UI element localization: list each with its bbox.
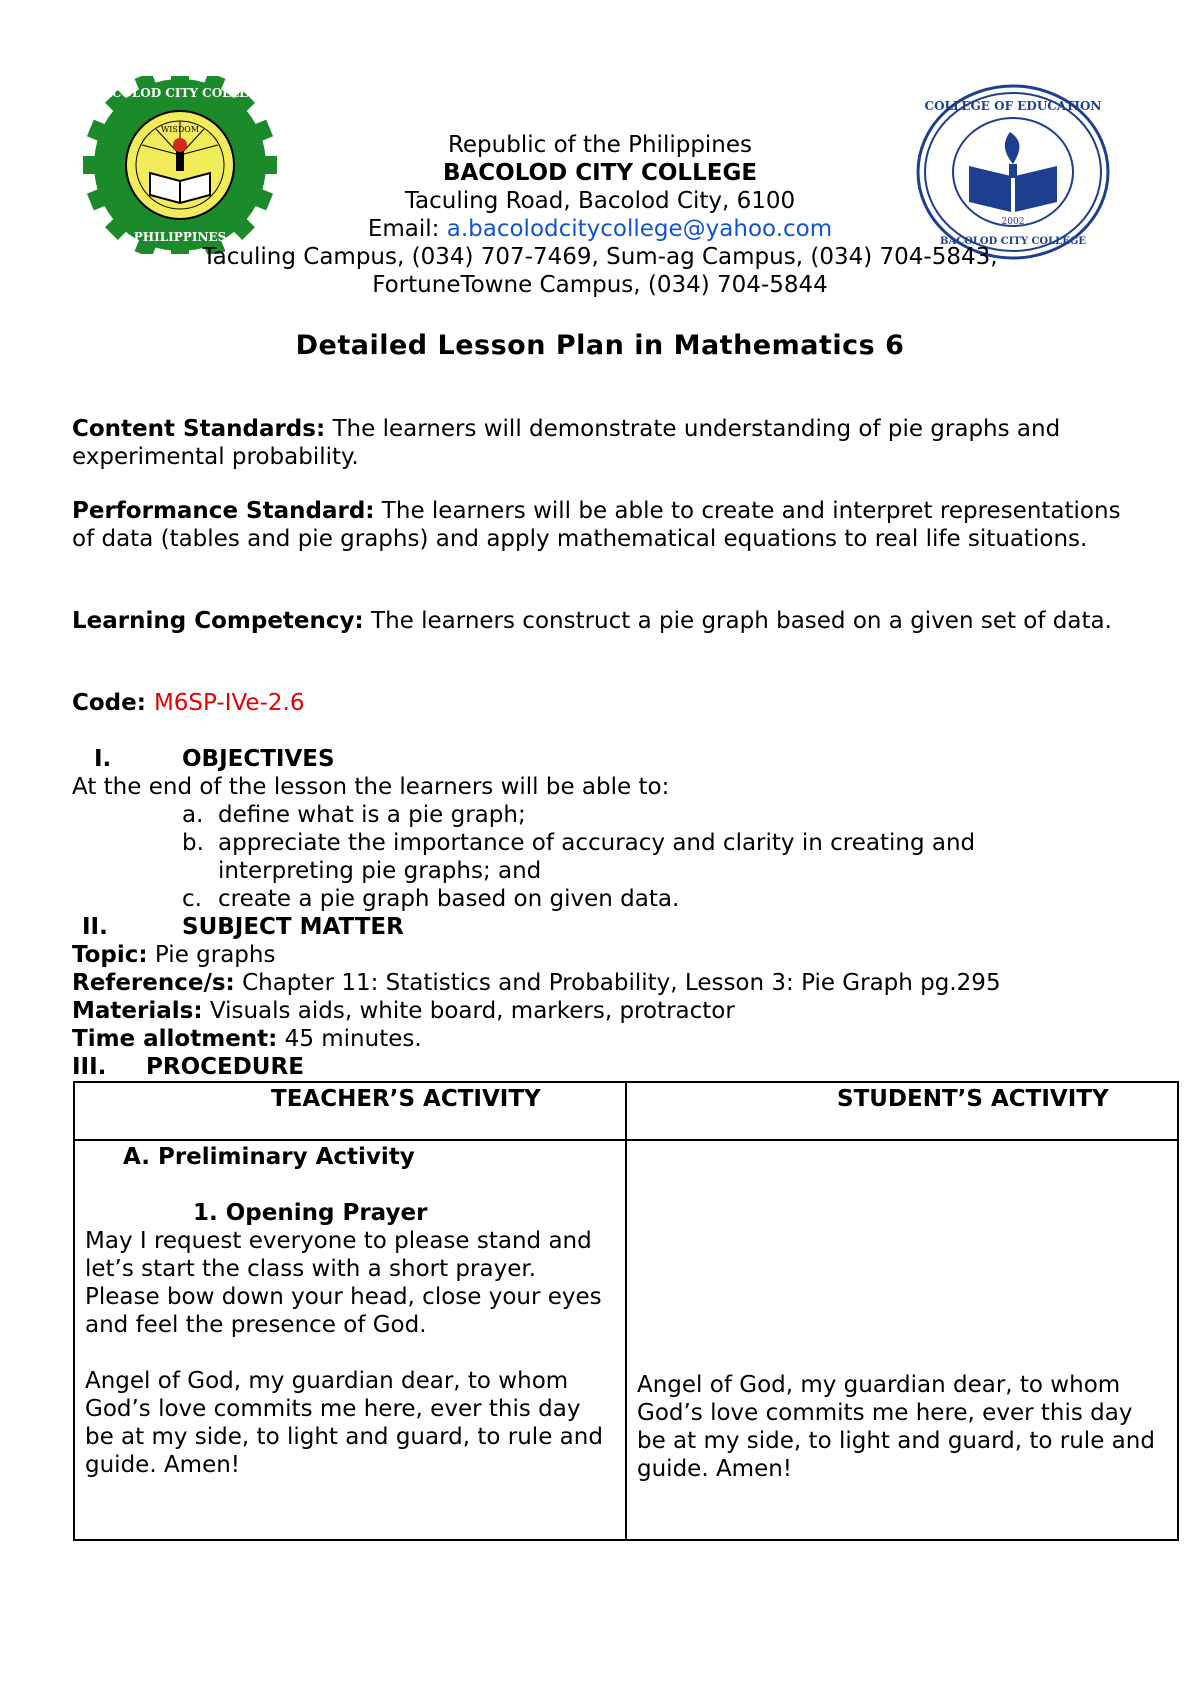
student-column-header: STUDENT’S ACTIVITY: [837, 1086, 1109, 1112]
time-allotment-line: [72, 1025, 1132, 1053]
code-line: [72, 689, 1132, 717]
procedure-table: [73, 1081, 1179, 1541]
table-row: [74, 1140, 1178, 1540]
objective-item-b: appreciate the importance of accuracy and clarity in creating and interpreting pie graphs; and: [218, 830, 976, 884]
subject-matter-heading: SUBJECT MATTER: [182, 914, 404, 940]
seal-left-motto: WISDOM: [160, 125, 200, 134]
seal-right-bottom-text: BACOLOD CITY COLLEGE: [940, 236, 1086, 247]
reference-value: Chapter 11: Statistics and Probability, Lesson 3: Pie Graph pg.295: [234, 970, 1001, 996]
subject-matter-numeral: II.: [82, 914, 108, 940]
performance-standard-label: Performance Standard:: [72, 498, 375, 524]
student-prayer-text: Angel of God, my guardian dear, to whom God’s love commits me here, ever this day be at my side, to light and guard, to rule and guide. Amen!: [637, 1372, 1155, 1482]
learning-competency-label: Learning Competency:: [72, 608, 364, 634]
table-header-row: [74, 1082, 1178, 1140]
procedure-numeral: III.: [72, 1054, 107, 1080]
content-standards-text: The learners will demonstrate understanding of pie graphs and experimental probability.: [72, 416, 1061, 470]
teacher-request-text: May I request everyone to please stand and let’s start the class with a short prayer. Please bow down your head, close your eyes and feel the presence of God.: [85, 1228, 602, 1338]
email-line: [0, 215, 1200, 243]
student-column-header-cell: [626, 1082, 1178, 1140]
preliminary-activity-heading: A. Preliminary Activity: [123, 1144, 415, 1170]
objective-item-c: create a pie graph based on given data.: [218, 886, 680, 912]
seal-right-year: 2002: [1001, 217, 1025, 227]
materials-label: Materials:: [72, 998, 203, 1024]
code-value: M6SP-IVe-2.6: [153, 690, 305, 716]
page-title: Detailed Lesson Plan in Mathematics 6: [295, 330, 905, 361]
teacher-prayer-text: Angel of God, my guardian dear, to whom God’s love commits me here, ever this day be at my side, to light and guard, to rule and guide. Amen!: [85, 1368, 603, 1478]
topic-label: Topic:: [72, 942, 148, 968]
campus-contacts-2: FortuneTowne Campus, (034) 704-5844: [372, 272, 828, 298]
topic-value: Pie graphs: [147, 942, 276, 968]
teacher-column-header-cell: [74, 1082, 626, 1140]
objective-marker-c: c.: [182, 886, 202, 912]
materials-line: [72, 997, 1132, 1025]
objectives-heading: OBJECTIVES: [182, 746, 335, 772]
seal-left-bottom-text: PHILIPPINES: [133, 230, 227, 244]
objectives-numeral: I.: [94, 746, 112, 772]
reference-line: [72, 969, 1132, 997]
college-address: Taculing Road, Bacolod City, 6100: [404, 188, 796, 214]
seal-right-text: COLLEGE OF EDUCATION: [924, 99, 1102, 113]
objective-item-a: define what is a pie graph;: [218, 802, 526, 828]
procedure-heading: PROCEDURE: [146, 1054, 304, 1080]
learning-competency-text: The learners construct a pie graph based on a given set of data.: [363, 608, 1112, 634]
performance-standard-text: The learners will be able to create and interpret representations of data (tables and pie graphs) and apply mathematical equations to real life situations.: [72, 498, 1121, 552]
content-standards-label: Content Standards:: [72, 416, 326, 442]
materials-value: Visuals aids, white board, markers, protractor: [202, 998, 735, 1024]
objective-marker-a: a.: [182, 802, 204, 828]
email-link[interactable]: a.bacolodcitycollege@yahoo.com: [446, 216, 833, 242]
topic-line: [72, 941, 1132, 969]
republic-line: Republic of the Philippines: [447, 132, 753, 158]
reference-label: Reference/s:: [72, 970, 235, 996]
opening-prayer-heading: 1. Opening Prayer: [193, 1200, 428, 1226]
time-allotment-value: 45 minutes.: [277, 1026, 422, 1052]
code-label: Code:: [72, 690, 154, 716]
student-activity-cell: [626, 1140, 1178, 1540]
content-standards: [72, 415, 1132, 471]
seal-left-text: BACOLOD CITY COLLEGE: [92, 86, 268, 100]
objective-marker-b: b.: [182, 830, 204, 856]
email-label: Email:: [367, 216, 447, 242]
teacher-activity-cell: [74, 1140, 626, 1540]
campus-contacts-1: Taculing Campus, (034) 707-7469, Sum-ag Campus, (034) 704-5843,: [202, 244, 998, 270]
learning-competency: [72, 607, 1132, 635]
objectives-intro: At the end of the lesson the learners will be able to:: [72, 774, 670, 800]
performance-standard: [72, 497, 1132, 553]
teacher-column-header: TEACHER’S ACTIVITY: [271, 1086, 541, 1112]
college-name: BACOLOD CITY COLLEGE: [442, 160, 758, 186]
time-allotment-label: Time allotment:: [72, 1026, 278, 1052]
